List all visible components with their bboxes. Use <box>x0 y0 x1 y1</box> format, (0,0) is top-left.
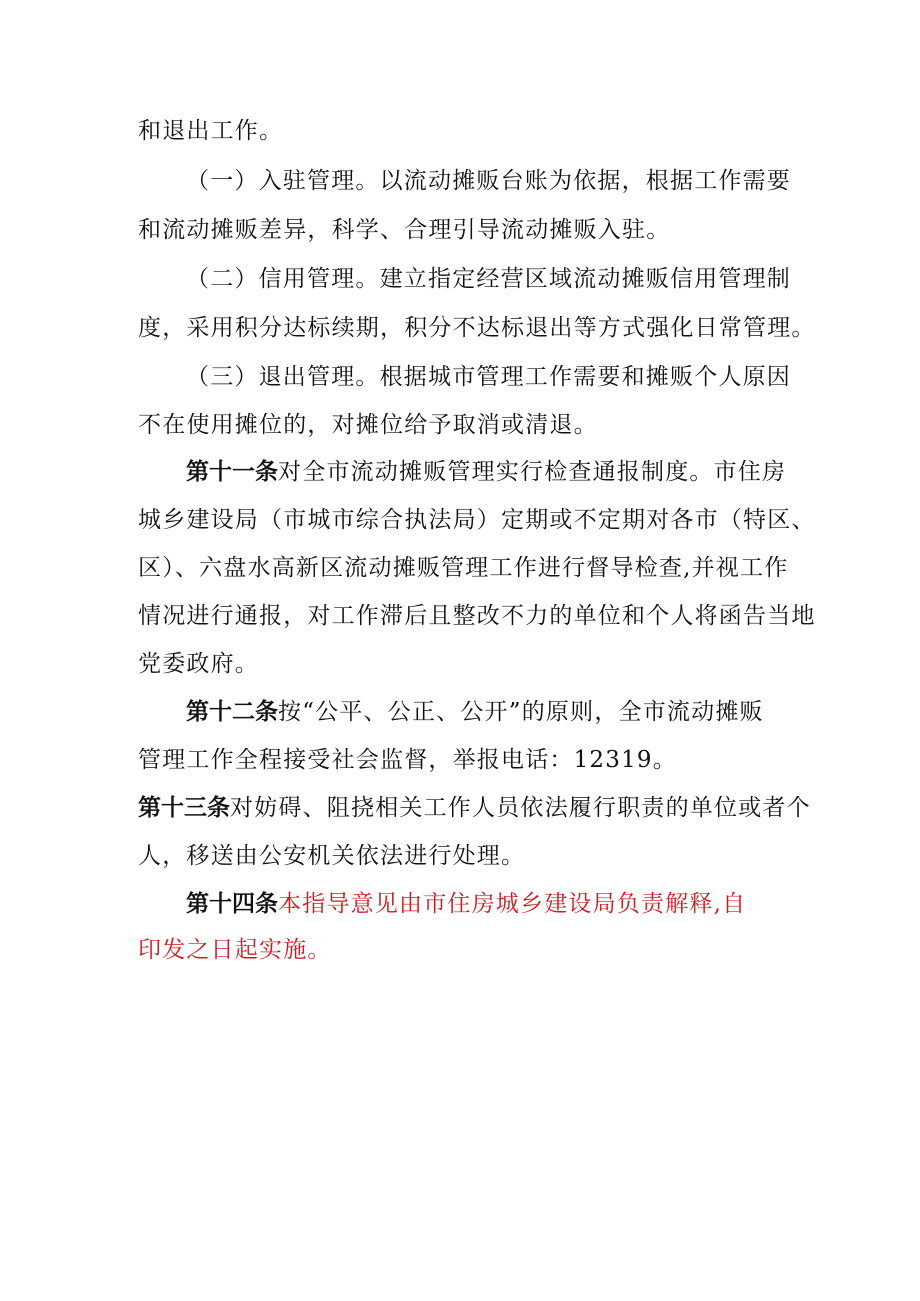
article-12-text: 按“公平、公正、公开”的原则，全市流动摊贩 <box>278 699 764 725</box>
article-14-text: 本指导意见由市住房城乡建设局负责解释 <box>278 891 714 917</box>
paragraph-line: 人，移送由公安机关依法进行处理。 <box>138 843 526 869</box>
paragraph-line: 度，采用积分达标续期，积分不达标退出等方式强化日常管理。 <box>138 315 816 341</box>
section-credit-management: （二）信用管理。建立指定经营区域流动摊贩信用管理制 <box>186 266 791 292</box>
paragraph-line: 印发之日起实施。 <box>138 937 332 963</box>
section-exit-management: （三）退出管理。根据城市管理工作需要和摊贩个人原因 <box>186 364 791 390</box>
article-12 <box>186 697 846 727</box>
article-13-text: 对妨碍、阻挠相关工作人员依法履行职责的单位或者个 <box>230 795 811 821</box>
article-11-heading: 第十一条 <box>186 459 278 485</box>
paragraph-line: 情况进行通报，对工作滞后且整改不力的单位和个人将函告当地 <box>138 603 816 629</box>
paragraph-line: 党委政府。 <box>138 651 259 677</box>
article-14-heading: 第十四条 <box>186 891 278 917</box>
article-12-heading: 第十二条 <box>186 699 278 725</box>
article-14-text-tail: ,自 <box>713 891 747 917</box>
section-entry-management: （一）入驻管理。以流动摊贩台账为依据，根据工作需要 <box>186 168 791 194</box>
article-14 <box>186 889 846 919</box>
article-11-text: 对全市流动摊贩管理实行检查通报制度。市住房 <box>278 459 787 485</box>
article-11 <box>186 457 846 487</box>
paragraph-line: 城乡建设局（市城市综合执法局）定期或不定期对各市（特区、 <box>138 507 816 533</box>
paragraph-line: 区）、六盘水高新区流动摊贩管理工作进行督导检查,并视工作 <box>138 555 789 581</box>
paragraph-line: 和流动摊贩差异，科学、合理引导流动摊贩入驻。 <box>138 217 671 243</box>
article-13-heading: 第十三条 <box>138 795 230 821</box>
paragraph-line: 和退出工作。 <box>138 118 284 144</box>
paragraph-line: 不在使用摊位的，对摊位给予取消或清退。 <box>138 412 598 438</box>
article-13 <box>138 793 811 823</box>
paragraph-line: 管理工作全程接受社会监督，举报电话：12319。 <box>138 747 677 773</box>
